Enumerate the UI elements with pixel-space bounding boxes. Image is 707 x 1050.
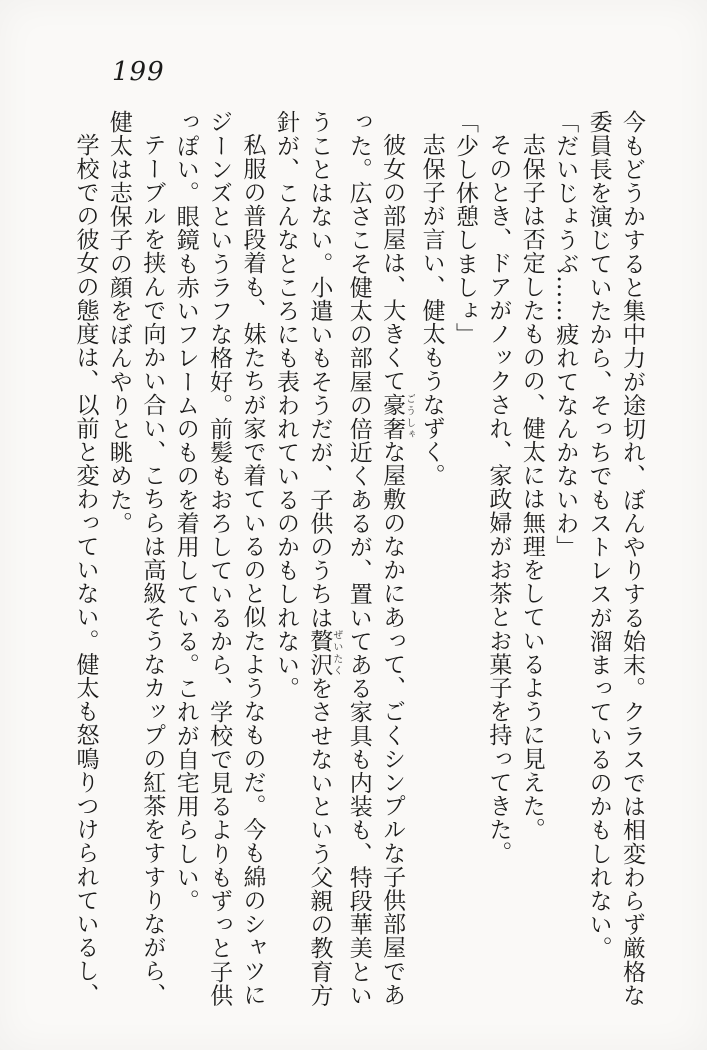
text-run: ジーンズというラフな格好。前髪もおろしているから、学校で見るよりもずっと子供 (206, 110, 233, 1007)
text-run: 志保子が言い、健太もうなずく。 (418, 133, 445, 487)
text-line (375, 110, 414, 1013)
text-line (448, 110, 481, 1013)
text-line (202, 110, 235, 1013)
text-run: っぽい。眼鏡も赤いフレームのものを着用している。これが自宅用らしい。 (172, 110, 199, 913)
text-line (581, 110, 614, 1013)
vertical-text-block (68, 110, 648, 1013)
text-run: 委員長を演じていたから、そっちでもストレスが溜まっているのかもしれない。 (585, 110, 612, 960)
text-run: な屋敷のなかにあって、ごくシンプルな子供部屋であ (379, 439, 406, 1007)
text-line (615, 110, 648, 1013)
text-line (68, 110, 101, 1013)
text-run: 健太は志保子の顔をぼんやりと眺めた。 (105, 110, 132, 535)
text-line (341, 110, 374, 1013)
text-run: 針が、こんなところにも表われているのかもしれない。 (272, 110, 299, 700)
text-line (481, 110, 514, 1013)
text-run: そのとき、ドアがノックされ、家政婦がお茶とお菓子を持ってきた。 (485, 133, 512, 865)
text-run: 今もどうかすると集中力が途切れ、ぼんやりする始末。クラスでは相変わらず厳格な (619, 110, 645, 1007)
text-run: テーブルを挟んで向かい合い、こちらは高級そうなカップの紅茶をすすりながら、 (139, 133, 166, 1007)
text-line (302, 110, 341, 1013)
text-line (514, 110, 547, 1013)
furigana-ruby: 贅沢ぜいたく (306, 629, 342, 677)
furigana-ruby: 豪奢ごうしゃ (379, 392, 415, 440)
text-run: った。広さこそ健太の部屋の倍近くあるが、置いてある家具も内装も、特段華美とい (345, 110, 372, 1007)
text-line (548, 110, 581, 1013)
text-run: 私服の普段着も、妹たちが家で着ているのと似たようなものだ。今も綿のシャツに (239, 133, 266, 1007)
text-run: うことはない。小遣いもそうだが、子供のうちは (306, 110, 333, 630)
text-run: 学校での彼女の態度は、以前と変わっていない。健太も怒鳴りつけられているし、 (72, 133, 99, 1007)
page-number: 199 (112, 57, 165, 87)
text-run: 志保子は否定したものの、健太には無理をしているように見えた。 (518, 133, 545, 841)
furigana-text: ごうしゃ (403, 392, 415, 440)
text-run: をさせないという父親の教育方 (306, 676, 333, 1007)
text-run: 「だいじょうぶ……疲れてなんかないわ」 (552, 110, 579, 559)
text-line (414, 110, 447, 1013)
text-line (102, 110, 135, 1013)
text-line (135, 110, 168, 1013)
text-line (168, 110, 201, 1013)
text-line (269, 110, 302, 1013)
text-run: 彼女の部屋は、大きくて (379, 133, 406, 393)
text-line (235, 110, 268, 1013)
text-run: 「少し休憩しましょ」 (451, 110, 478, 346)
furigana-text: ぜいたく (330, 629, 342, 677)
